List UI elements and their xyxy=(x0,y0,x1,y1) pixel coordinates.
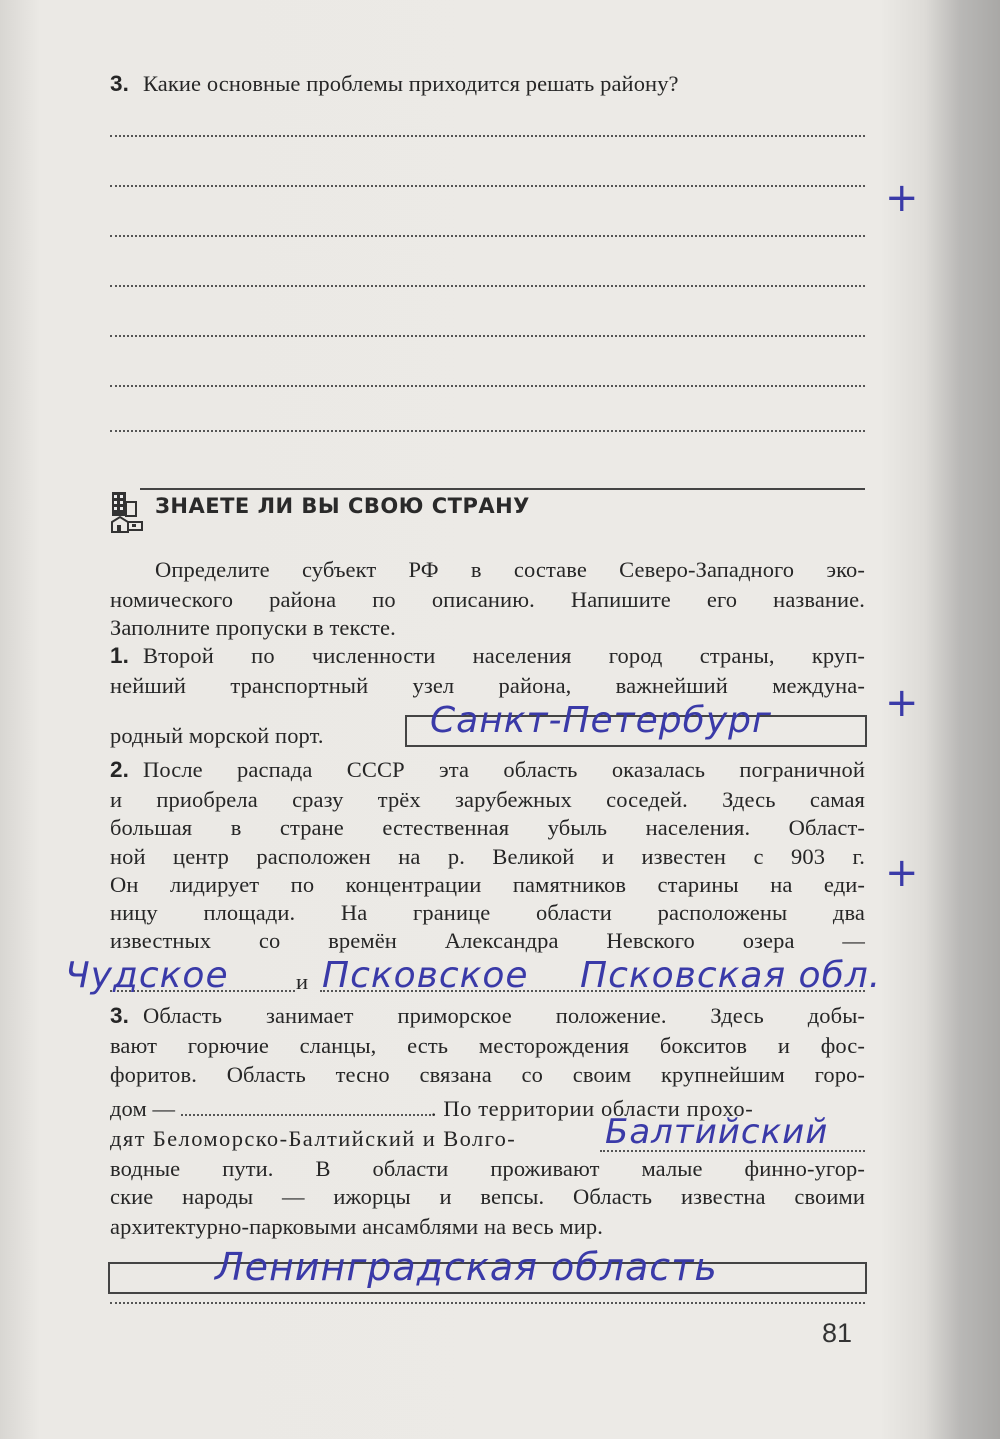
task2-line: ницу площади. На границе области расположены два xyxy=(110,900,865,925)
task1-line: родный морской порт. xyxy=(110,723,324,748)
handwritten-answer: Санкт-Петербург xyxy=(430,700,772,741)
task3-line xyxy=(110,1002,865,1030)
task-text: дят Беломорско-Балтийский и Волго- xyxy=(110,1126,517,1151)
task3-line: архитектурно-парковыми ансамблями на весь мир. xyxy=(110,1214,603,1239)
question-text: Какие основные проблемы приходится решать району? xyxy=(142,71,679,96)
task3-line: водные пути. В области проживают малые финно-угор- xyxy=(110,1156,865,1181)
task-text: Второй по численности населения город страны, круп- xyxy=(142,643,865,668)
task1-line xyxy=(110,642,865,670)
task-number: 2. xyxy=(110,757,129,782)
task1-line: нейший транспортный узел района, важнейший междуна- xyxy=(110,673,865,698)
task2-line: большая в стране естественная убыль населения. Област- xyxy=(110,815,865,840)
question-3 xyxy=(110,70,865,98)
task-number: 3. xyxy=(110,1003,129,1028)
task3-line: вают горючие сланцы, есть месторождения бокситов и фос- xyxy=(110,1033,865,1058)
answer-line[interactable] xyxy=(110,135,865,137)
task2-line: известных со времён Александра Невского озера — xyxy=(110,928,865,953)
answer-line[interactable] xyxy=(110,235,865,237)
task-number: 1. xyxy=(110,643,129,668)
answer-line[interactable] xyxy=(110,430,865,432)
task-text: После распада СССР эта область оказалась пограничной xyxy=(142,757,865,782)
task-text: Область занимает приморское положение. Здесь добы- xyxy=(142,1003,865,1028)
answer-line[interactable] xyxy=(110,285,865,287)
handwritten-answer: Псковское xyxy=(322,955,529,996)
task-text: . По территории области прохо- xyxy=(430,1096,754,1121)
page-number: 81 xyxy=(822,1318,853,1348)
check-mark: + xyxy=(885,175,919,221)
task3-line: ские народы — ижорцы и вепсы. Область известна своими xyxy=(110,1184,865,1209)
divider xyxy=(140,488,865,490)
intro-line: Определите субъект РФ в составе Северо-Западного эко- xyxy=(155,557,865,582)
intro-line: номического района по описанию. Напишите его название. xyxy=(110,587,865,612)
intro-line: Заполните пропуски в тексте. xyxy=(110,615,396,640)
answer-line[interactable] xyxy=(110,335,865,337)
task2-line: и приобрела сразу трёх зарубежных соседей. Здесь самая xyxy=(110,787,865,812)
task2-line xyxy=(110,756,865,784)
city-blank[interactable] xyxy=(181,1096,431,1116)
answer-line[interactable] xyxy=(110,185,865,187)
answer-line[interactable] xyxy=(110,1302,865,1304)
task2-line: ной центр расположен на р. Великой и известен с 903 г. xyxy=(110,844,865,869)
handwritten-answer: Чудское xyxy=(65,955,229,996)
handwritten-answer: Псковская обл. xyxy=(580,955,882,996)
task3-line: форитов. Область тесно связана со своим крупнейшим горо- xyxy=(110,1062,865,1087)
question-number: 3. xyxy=(110,71,129,96)
task2-line: Он лидирует по концентрации памятников старины на еди- xyxy=(110,872,865,897)
check-mark: + xyxy=(885,680,919,726)
section-title: ЗНАЕТЕ ЛИ ВЫ СВОЮ СТРАНУ xyxy=(155,494,530,518)
buildings-icon xyxy=(110,490,146,534)
connector-text: и xyxy=(296,969,309,994)
handwritten-answer: Ленинградская область xyxy=(215,1245,718,1289)
check-mark: + xyxy=(885,850,919,896)
answer-line[interactable] xyxy=(110,385,865,387)
handwritten-answer: Балтийский xyxy=(605,1112,829,1152)
task-text: дом — xyxy=(110,1096,176,1121)
